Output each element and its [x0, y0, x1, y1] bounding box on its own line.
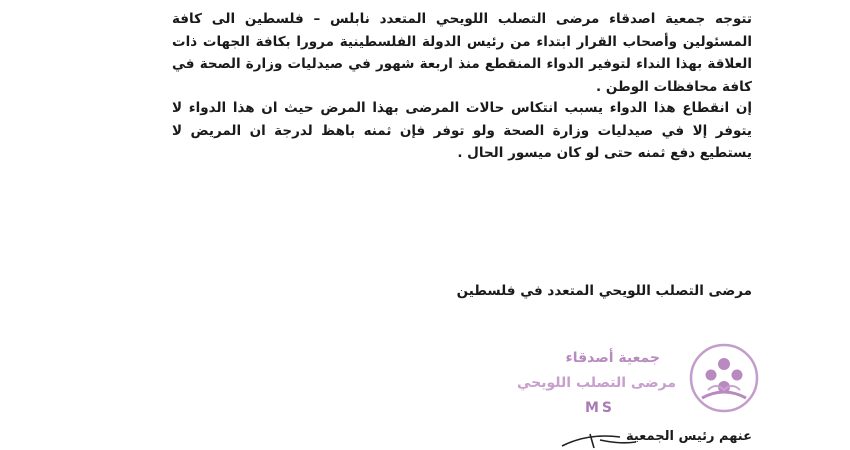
- stamp-name-line1: جمعية أصدقاء: [565, 350, 660, 366]
- stamp-name-line2: مرضى التصلب اللويحي: [517, 375, 676, 391]
- sender-line: مرضى التصلب اللويحي المتعدد في فلسطين: [456, 283, 752, 299]
- stamp-logo-icon: [688, 342, 760, 414]
- signer-line: عنهم رئيس الجمعية: [625, 429, 752, 444]
- signature-mark: [560, 430, 640, 450]
- stamp-ms-label: MS: [584, 400, 615, 416]
- association-stamp: [517, 342, 760, 422]
- impact-paragraph: إن انقطاع هذا الدواء يسبب انتكاس حالات المرضى بهذا المرض حيث ان هذا الدواء لا يتوفر إلا في صيدليات وزارة الصحة ولو توفر فإن ثمنه باهظ لدرجة ان المريض لا يستطيع دفع ثمنه حتى لو كان ميسور الحال .: [172, 100, 752, 161]
- appeal-paragraph: تتوجه جمعية اصدقاء مرضى التصلب اللويحي المتعدد نابلس – فلسطين الى كافة المسئولين وأصحاب القرار ابتداء من رئيس الدولة الفلسطينية مرورا بكافة الجهات ذات العلاقة بهذا النداء لتوفير الدواء المنقطع منذ اربعة شهور في صيدليات وزارة الصحة في كافة محافظات الوطن .: [172, 11, 752, 95]
